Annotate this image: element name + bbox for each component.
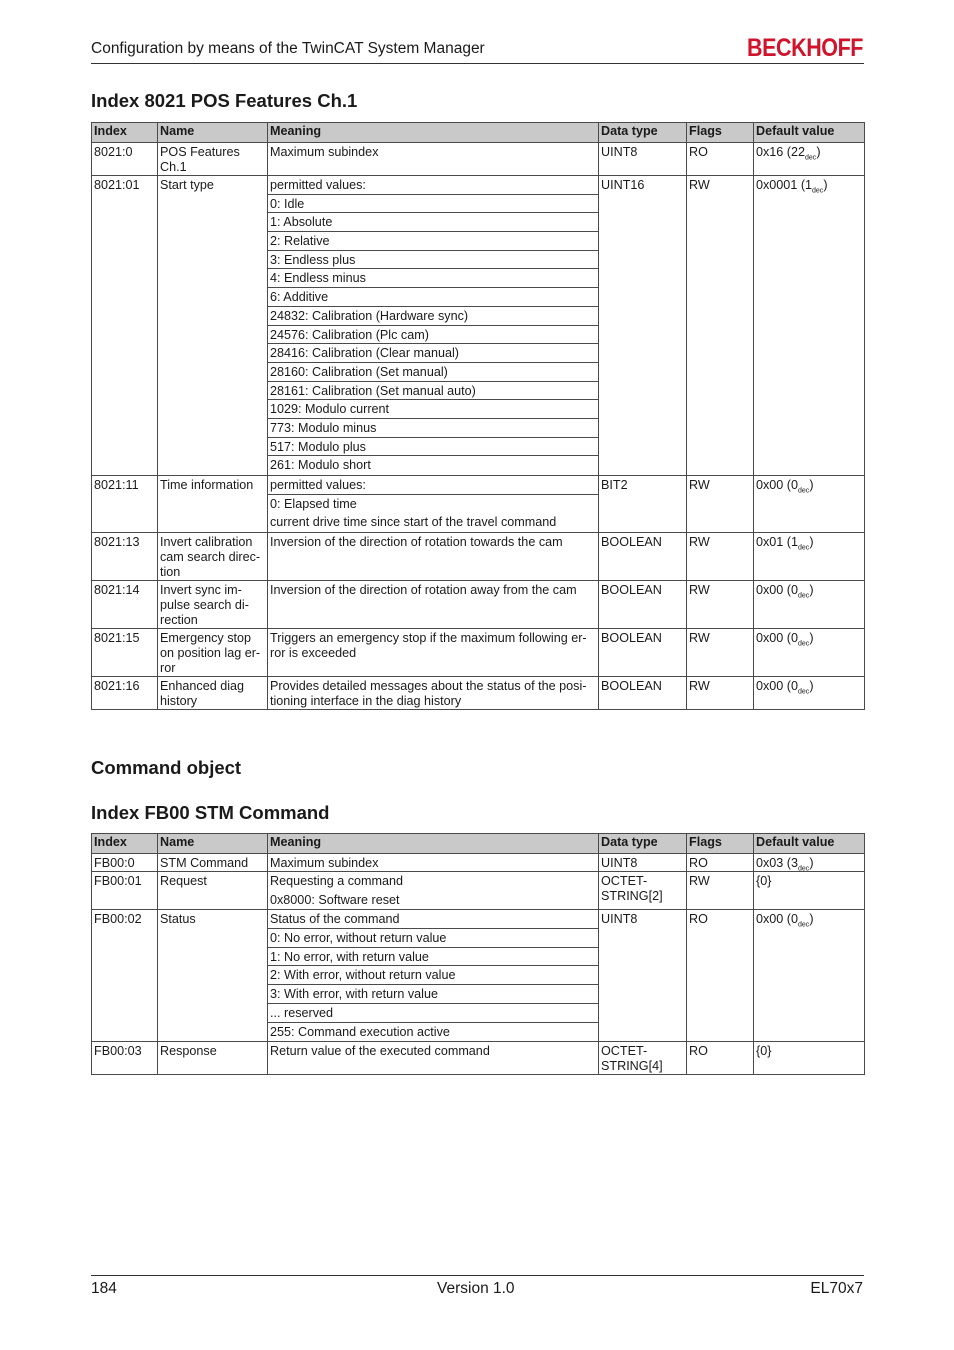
- cell-meaning: [268, 677, 599, 710]
- default-value-text: {0}: [756, 1044, 772, 1059]
- footer-rule: [91, 1275, 864, 1276]
- cell-data-type: BIT2: [599, 476, 687, 533]
- cell-default-value: [754, 476, 865, 533]
- meaning-line: permitted values:: [268, 176, 598, 195]
- document-version: Version 1.0: [437, 1280, 515, 1297]
- default-value-close: ): [816, 145, 821, 159]
- meaning-line: Provides detailed messages about the status of the posi-tioning interface in the diag history: [270, 679, 587, 709]
- meaning-line: ... reserved: [268, 1004, 598, 1023]
- default-value-text: 0x00 (0: [756, 583, 799, 598]
- default-value-base: dec: [805, 154, 817, 162]
- default-value-text: {0}: [756, 874, 772, 888]
- cell-index: 8021:0: [92, 143, 158, 176]
- col-index: Index: [92, 834, 158, 854]
- meaning-line: 517: Modulo plus: [268, 438, 598, 457]
- cell-meaning: [268, 176, 599, 476]
- cell-flags: RO: [687, 1042, 754, 1075]
- product-name: EL70x7: [810, 1280, 863, 1297]
- default-value-close: ): [823, 178, 828, 192]
- meaning-line: permitted values:: [268, 476, 598, 495]
- cell-index: 8021:16: [92, 677, 158, 710]
- cell-flags: RW: [687, 533, 754, 581]
- table-row: [92, 910, 865, 1042]
- default-value-base: dec: [798, 921, 810, 929]
- cell-default-value: [754, 1042, 865, 1075]
- meaning-line: 28161: Calibration (Set manual auto): [268, 382, 598, 401]
- meaning-line: 0x8000: Software reset: [270, 892, 400, 907]
- cell-flags: RO: [687, 854, 754, 872]
- cell-name: POS Features Ch.1: [158, 143, 268, 176]
- cell-index: 8021:01: [92, 176, 158, 476]
- table-row: [92, 854, 865, 872]
- default-value-base: dec: [798, 544, 810, 552]
- table-row: [92, 677, 865, 710]
- cell-index: 8021:15: [92, 629, 158, 677]
- default-value-close: ): [809, 631, 814, 646]
- cell-flags: RW: [687, 581, 754, 629]
- page-number: 184: [91, 1280, 117, 1297]
- default-value-base: dec: [798, 865, 810, 873]
- meaning-line: Maximum subindex: [270, 145, 379, 159]
- section-title-8021: Index 8021 POS Features Ch.1: [91, 90, 358, 111]
- cell-index: FB00:03: [92, 1042, 158, 1075]
- cell-index: FB00:01: [92, 872, 158, 910]
- col-flags: Flags: [687, 123, 754, 143]
- cell-meaning: [268, 854, 599, 872]
- meaning-line: Status of the command: [268, 910, 598, 929]
- cell-data-type: BOOLEAN: [599, 629, 687, 677]
- cell-data-type: UINT8: [599, 143, 687, 176]
- cell-meaning: [268, 581, 599, 629]
- cell-name: Response: [158, 1042, 268, 1075]
- default-value-text: 0x00 (0: [756, 631, 799, 646]
- meaning-line: 1: Absolute: [268, 213, 598, 232]
- meaning-line: Return value of the executed command: [270, 1044, 490, 1059]
- cell-index: FB00:02: [92, 910, 158, 1042]
- cell-name: Invert calibration cam search direc-tion: [158, 533, 268, 581]
- default-value-text: 0x00 (0: [756, 912, 799, 927]
- default-value-text: 0x16 (22: [756, 145, 806, 159]
- cell-index: 8021:11: [92, 476, 158, 533]
- meaning-line: Triggers an emergency stop if the maximum following er-ror is exceeded: [270, 631, 587, 661]
- cell-default-value: [754, 910, 865, 1042]
- default-value-close: ): [809, 478, 814, 492]
- cell-flags: RO: [687, 910, 754, 1042]
- cell-data-type: BOOLEAN: [599, 533, 687, 581]
- meaning-line: 3: With error, with return value: [268, 985, 598, 1004]
- cell-index: 8021:14: [92, 581, 158, 629]
- col-flags: Flags: [687, 834, 754, 854]
- default-value-close: ): [809, 583, 814, 598]
- default-value-text: 0x0001 (1: [756, 178, 813, 192]
- col-meaning: Meaning: [268, 123, 599, 143]
- default-value-close: ): [809, 856, 814, 870]
- page-header-title: Configuration by means of the TwinCAT System Manager: [91, 40, 485, 57]
- default-value-base: dec: [798, 640, 810, 648]
- meaning-line: Requesting a command: [270, 874, 404, 888]
- cell-flags: RW: [687, 629, 754, 677]
- cell-meaning: [268, 476, 599, 533]
- table-row: [92, 476, 865, 533]
- beckhoff-logo: BECKHOFF: [747, 34, 864, 62]
- cell-flags: RW: [687, 872, 754, 910]
- meaning-line: Inversion of the direction of rotation away from the cam: [270, 583, 577, 598]
- meaning-line: 3: Endless plus: [268, 251, 598, 270]
- meaning-line: 28416: Calibration (Clear manual): [268, 344, 598, 363]
- meaning-line: 773: Modulo minus: [268, 419, 598, 438]
- col-default-value: Default value: [754, 123, 865, 143]
- cell-flags: RW: [687, 176, 754, 476]
- default-value-close: ): [809, 535, 814, 550]
- col-meaning: Meaning: [268, 834, 599, 854]
- col-data-type: Data type: [599, 834, 687, 854]
- meaning-line: 2: Relative: [268, 232, 598, 251]
- cell-name: Enhanced diag history: [158, 677, 268, 710]
- meaning-line: 1029: Modulo current: [268, 400, 598, 419]
- default-value-text: 0x03 (3: [756, 856, 799, 870]
- meaning-line: 255: Command execution active: [270, 1024, 450, 1039]
- meaning-line: 2: With error, without return value: [268, 966, 598, 985]
- table-row: [92, 176, 865, 476]
- cell-default-value: [754, 854, 865, 872]
- meaning-line: 0: Idle: [268, 195, 598, 214]
- default-value-close: ): [809, 912, 814, 927]
- meaning-line: 6: Additive: [268, 288, 598, 307]
- cell-default-value: [754, 176, 865, 476]
- default-value-base: dec: [798, 592, 810, 600]
- default-value-base: dec: [798, 688, 810, 696]
- cell-name: Start type: [158, 176, 268, 476]
- cell-default-value: [754, 533, 865, 581]
- default-value-text: 0x00 (0: [756, 478, 799, 492]
- cell-flags: RO: [687, 143, 754, 176]
- cell-data-type: OCTET-STRING[2]: [599, 872, 687, 910]
- meaning-line: 1: No error, with return value: [268, 948, 598, 967]
- cell-name: Time information: [158, 476, 268, 533]
- meaning-line: 24576: Calibration (Plc cam): [268, 326, 598, 345]
- cell-name: Emergency stop on position lag er-ror: [158, 629, 268, 677]
- cell-meaning: [268, 1042, 599, 1075]
- table-header-row: [92, 123, 865, 143]
- table-row: [92, 581, 865, 629]
- cell-default-value: [754, 629, 865, 677]
- table-8021: [91, 122, 865, 710]
- header-rule: [91, 63, 864, 64]
- col-data-type: Data type: [599, 123, 687, 143]
- col-name: Name: [158, 123, 268, 143]
- section-title-command-object: Command object: [91, 757, 242, 778]
- meaning-line: 24832: Calibration (Hardware sync): [268, 307, 598, 326]
- cell-meaning: [268, 629, 599, 677]
- meaning-line: Inversion of the direction of rotation towards the cam: [270, 535, 563, 550]
- cell-name: Status: [158, 910, 268, 1042]
- cell-meaning: [268, 872, 599, 910]
- cell-flags: RW: [687, 677, 754, 710]
- meaning-line: 0: Elapsed time: [270, 496, 357, 511]
- meaning-line: 261: Modulo short: [270, 458, 371, 473]
- cell-meaning: [268, 533, 599, 581]
- cell-meaning: [268, 910, 599, 1042]
- cell-data-type: UINT16: [599, 176, 687, 476]
- default-value-base: dec: [798, 487, 810, 495]
- col-default-value: Default value: [754, 834, 865, 854]
- cell-name: Request: [158, 872, 268, 910]
- cell-data-type: BOOLEAN: [599, 677, 687, 710]
- cell-default-value: [754, 143, 865, 176]
- cell-default-value: [754, 677, 865, 710]
- cell-name: STM Command: [158, 854, 268, 872]
- table-fb00: [91, 833, 865, 1075]
- cell-index: 8021:13: [92, 533, 158, 581]
- default-value-close: ): [809, 679, 814, 694]
- cell-data-type: BOOLEAN: [599, 581, 687, 629]
- cell-data-type: OCTET-STRING[4]: [599, 1042, 687, 1075]
- cell-data-type: UINT8: [599, 854, 687, 872]
- cell-name: Invert sync im-pulse search di-rection: [158, 581, 268, 629]
- cell-default-value: [754, 872, 865, 910]
- meaning-line: 4: Endless minus: [268, 269, 598, 288]
- cell-default-value: [754, 581, 865, 629]
- table-row: [92, 143, 865, 176]
- table-row: [92, 533, 865, 581]
- table-row: [92, 629, 865, 677]
- meaning-line: 28160: Calibration (Set manual): [268, 363, 598, 382]
- cell-index: FB00:0: [92, 854, 158, 872]
- cell-flags: RW: [687, 476, 754, 533]
- default-value-base: dec: [812, 187, 824, 195]
- table-row: [92, 872, 865, 910]
- default-value-text: 0x01 (1: [756, 535, 799, 550]
- meaning-line: Maximum subindex: [270, 856, 379, 870]
- section-title-fb00: Index FB00 STM Command: [91, 802, 330, 823]
- meaning-line: current drive time since start of the travel command: [270, 515, 557, 530]
- col-name: Name: [158, 834, 268, 854]
- table-header-row: [92, 834, 865, 854]
- cell-data-type: UINT8: [599, 910, 687, 1042]
- meaning-line: 0: No error, without return value: [268, 929, 598, 948]
- table-row: [92, 1042, 865, 1075]
- cell-meaning: [268, 143, 599, 176]
- default-value-text: 0x00 (0: [756, 679, 799, 694]
- col-index: Index: [92, 123, 158, 143]
